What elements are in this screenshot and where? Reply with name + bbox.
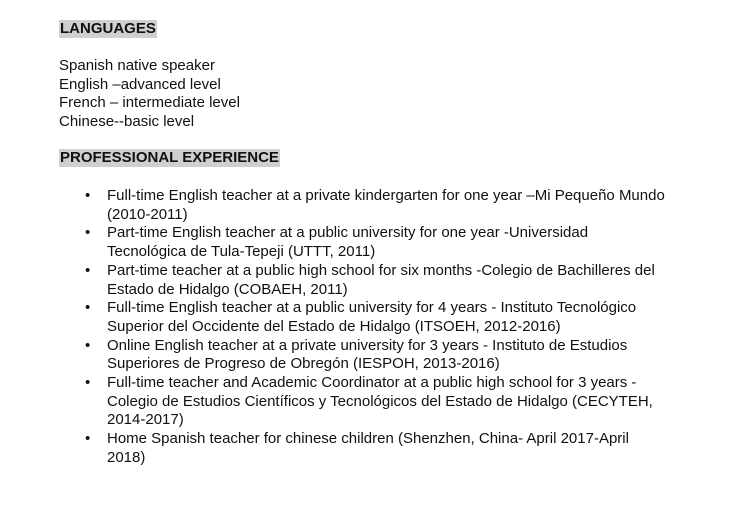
bullet-icon: • [85, 261, 91, 279]
experience-text: Online English teacher at a private university for 3 years - Instituto de Estudios Superiores de Progreso de Obregón (IESPOH, 2013-2016) [107, 336, 628, 373]
language-item: Spanish native speaker [59, 57, 215, 74]
experience-list [85, 187, 667, 468]
experience-text: Part-time English teacher at a public university for one year -Universidad Tecnológica de Tula-Tepeji (UTTT, 2011) [107, 224, 589, 261]
experience-item [85, 187, 667, 224]
experience-text: Full-time English teacher at a private kindergarten for one year –Mi Pequeño Mundo (2010-2011) [107, 187, 665, 223]
bullet-icon: • [85, 430, 91, 448]
bullet-icon: • [85, 336, 91, 354]
languages-list [59, 57, 240, 131]
experience-text: Full-time English teacher at a public university for 4 years - Instituto Tecnológico Superior del Occidente del Estado de Hidalgo (ITSOEH, 2012-2016) [107, 299, 637, 335]
bullet-icon: • [85, 374, 91, 392]
experience-item [85, 430, 667, 467]
experience-text: Full-time teacher and Academic Coordinator at a public high school for 3 years - Colegio de Estudios Científicos y Tecnológicos del Estado de Hidalgo (CECYTEH, 2014-2017) [107, 374, 653, 429]
experience-text: Home Spanish teacher for chinese children (Shenzhen, China- April 2017-April 2018) [107, 430, 629, 466]
bullet-icon: • [85, 299, 91, 317]
experience-item [85, 336, 667, 374]
experience-item [85, 299, 667, 336]
language-item: French – intermediate level [59, 94, 240, 111]
experience-text: Part-time teacher at a public high school for six months -Colegio de Bachilleres del Estado de Hidalgo (COBAEH, 2011) [107, 261, 655, 298]
languages-heading: LANGUAGES [60, 20, 156, 37]
language-item: Chinese--basic level [59, 112, 195, 130]
experience-item [85, 374, 667, 430]
experience-item [85, 261, 667, 299]
language-item: English –advanced level [59, 75, 221, 93]
experience-item [85, 224, 667, 261]
experience-heading: PROFESSIONAL EXPERIENCE [60, 149, 279, 166]
bullet-icon: • [85, 224, 91, 242]
bullet-icon: • [85, 187, 91, 204]
